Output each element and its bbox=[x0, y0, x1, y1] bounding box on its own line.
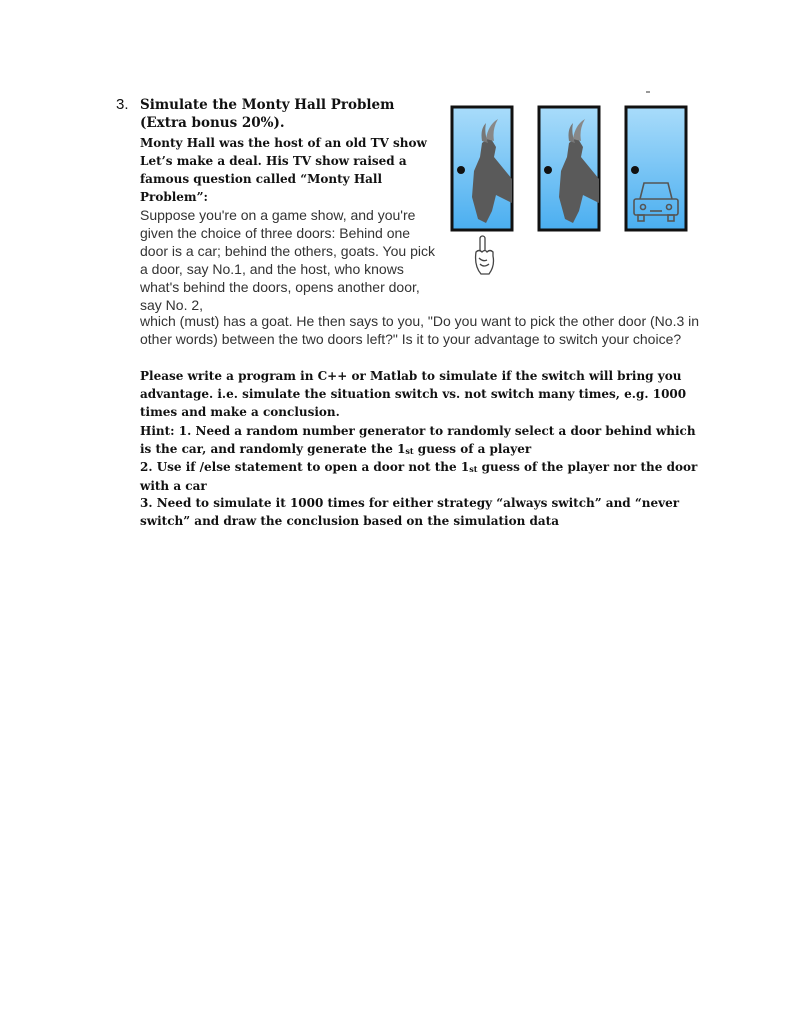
three-doors-figure bbox=[448, 86, 693, 286]
hint-1 bbox=[140, 422, 710, 459]
question-number: 3. bbox=[116, 96, 129, 113]
door-1 bbox=[452, 107, 512, 230]
door-2 bbox=[539, 107, 599, 230]
hint-2-text-b: guess of the player nor the door with a car bbox=[140, 460, 698, 493]
hint-1-superscript: st bbox=[405, 446, 414, 456]
door-knob bbox=[544, 166, 552, 174]
door-knob bbox=[457, 166, 465, 174]
hint-3: 3. Need to simulate it 1000 times for either strategy “always switch” and “never switch” and draw the conclusion based on the simulation data bbox=[140, 496, 680, 528]
problem-quote-part1: Suppose you're on a game show, and you're given the choice of three doors: Behind one door is a car; behind the others, goats. You pick a door, say No.1, and the host, who knows what's behind the doors, opens another door, say No. 2, bbox=[140, 207, 435, 313]
door-knob bbox=[631, 166, 639, 174]
hint-1-text-a: Hint: 1. Need a random number generator to randomly select a door behind which is the car, and randomly generate the 1 bbox=[140, 424, 696, 456]
hint-2-text-a: 2. Use if /else statement to open a door not the 1 bbox=[140, 460, 470, 474]
task-paragraph: Please write a program in C++ or Matlab to simulate if the switch will bring you advantage. i.e. simulate the situation switch vs. not switch many times, e.g. 1000 times and make a conclusion. bbox=[140, 369, 687, 419]
hint-1-text-b: guess of a player bbox=[413, 442, 532, 456]
hand-pointer-icon bbox=[476, 236, 494, 274]
intro-paragraph: Monty Hall was the host of an old TV show Let’s make a deal. His TV show raised a famous question called “Monty Hall Problem”: bbox=[140, 136, 427, 204]
problem-quote-part2: which (must) has a goat. He then says to you, "Do you want to pick the other door (No.3 in other words) between the two doors left?" Is it to your advantage to switch your choice? bbox=[140, 313, 700, 347]
door-3 bbox=[626, 107, 686, 230]
question-title: Simulate the Monty Hall Problem (Extra bonus 20%). bbox=[140, 97, 395, 131]
hint-2-superscript: st bbox=[469, 464, 478, 474]
hint-2 bbox=[140, 458, 710, 495]
